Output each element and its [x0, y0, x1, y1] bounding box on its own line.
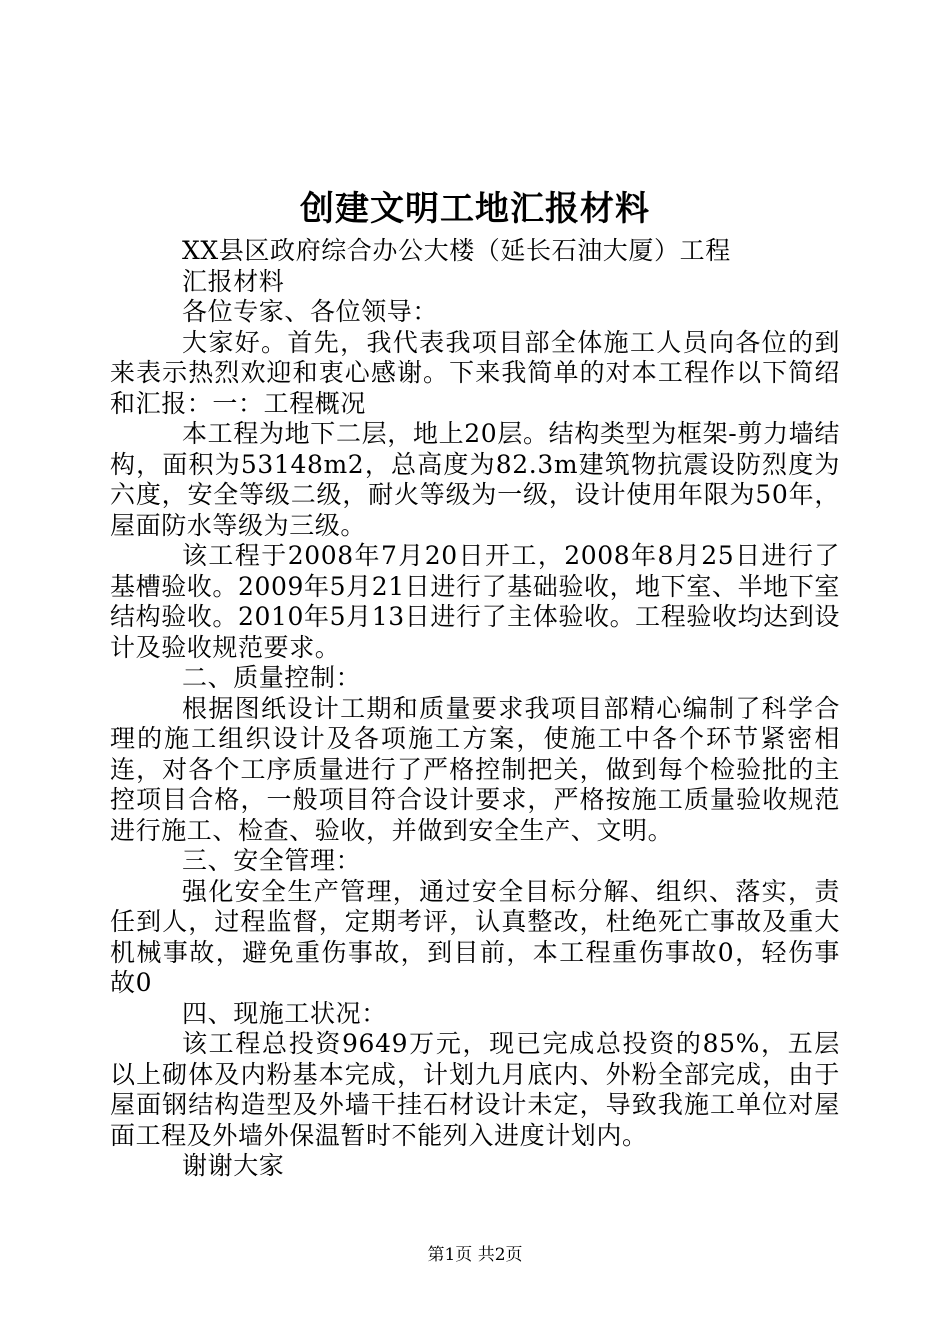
- section-heading-status: 四、现施工状况：: [182, 998, 387, 1028]
- page-number-footer: 第1页 共2页: [427, 1245, 523, 1265]
- paragraph-quality-control: 根据图纸设计工期和质量要求我项目部精心编制了科学合理的施工组织设计及各项施工方案，使施工中各个环节紧密相连，对各个工序质量进行了严格控制把关，做到每个检验批的主控项目合格，一般项目符合设计要求，严格按施工质量验收规范进行施工、检查、验收，并做到安全生产、文明。: [110, 693, 840, 845]
- paragraph-report-label: 汇报材料: [182, 266, 285, 296]
- paragraph-construction-status: 该工程总投资9649万元，现已完成总投资的85%，五层以上砌体及内粉基本完成，计划九月底内、外粉全部完成，由于屋面钢结构造型及外墙干挂石材设计未定，导致我施工单位对屋面工程及外墙外保温暂时不能列入进度计划内。: [110, 1029, 840, 1150]
- paragraph-project-overview: 本工程为地下二层，地上20层。结构类型为框架-剪力墙结构，面积为53148m2，总高度为82.3m建筑物抗震设防烈度为六度，安全等级二级，耐火等级为一级，设计使用年限为50年，屋面防水等级为三级。: [110, 419, 840, 540]
- section-heading-safety: 三、安全管理：: [182, 846, 362, 875]
- document-title: 创建文明工地汇报材料: [300, 189, 650, 229]
- paragraph-project-name: XX县区政府综合办公大楼（延长石油大厦）工程: [182, 236, 731, 265]
- paragraph-opening: 大家好。首先，我代表我项目部全体施工人员向各位的到来表示热烈欢迎和衷心感谢。下来我简单的对本工程作以下简绍和汇报：一：工程概况: [110, 327, 840, 418]
- section-heading-quality: 二、质量控制：: [182, 663, 362, 692]
- paragraph-safety-management: 强化安全生产管理，通过安全目标分解、组织、落实，责任到人，过程监督，定期考评，认真整改，杜绝死亡事故及重大机械事故，避免重伤事故，到目前，本工程重伤事故0，轻伤事故0: [110, 876, 840, 997]
- document-body: [110, 236, 840, 1182]
- paragraph-closing: 谢谢大家: [182, 1151, 285, 1180]
- paragraph-greeting: 各位专家、各位领导：: [182, 297, 439, 326]
- paragraph-timeline: 该工程于2008年7月20日开工，2008年8月25日进行了基槽验收。2009年5月21日进行了基础验收，地下室、半地下室结构验收。2010年5月13日进行了主体验收。工程验收均达到设计及验收规范要求。: [110, 541, 840, 662]
